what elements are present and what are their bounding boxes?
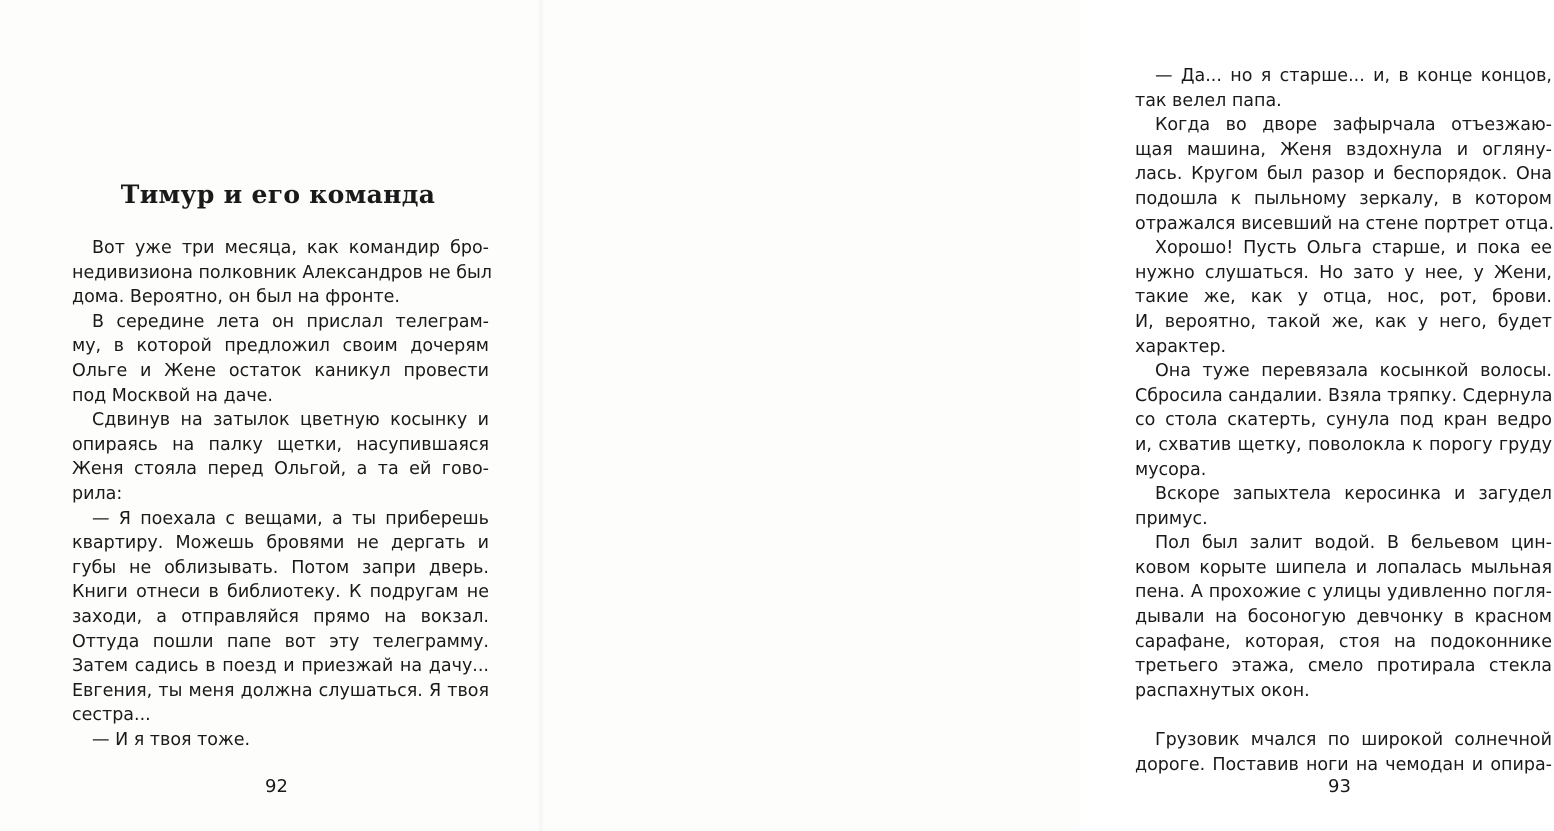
text-line: Вот уже три месяца, как командир бро-	[92, 238, 489, 258]
text-line: му, в которой предложил своим дочерям	[72, 336, 489, 357]
left-page-text	[72, 236, 492, 752]
text-line: Хорошо! Пусть Ольга старше, и пока ее	[1155, 238, 1552, 259]
text-line: Сбросила сандалии. Взяла тряпку. Сдернула	[1135, 385, 1553, 406]
text-line: нужно слушаться. Но зато у нее, у Жени,	[1135, 262, 1552, 283]
text-line: сарафане, которая, стоя на подоконнике	[1135, 631, 1552, 652]
text-line: пена. А прохожие с улицы удивленно погля-	[1135, 582, 1552, 603]
text-line: В середине лета он прислал телеграм-	[92, 311, 489, 332]
right-page-number: 93	[1328, 776, 1351, 797]
text-line: заходи, а отправляйся прямо на вокзал.	[72, 606, 489, 627]
right-page	[540, 0, 1554, 831]
text-line: дороге. Поставив ноги на чемодан и опира-	[1135, 754, 1552, 775]
text-line: ковом корыте шипела и лопалась мыльная	[1135, 557, 1552, 578]
text-line: так велел папа.	[1135, 90, 1282, 111]
left-page	[0, 0, 540, 831]
text-line: Затем садись в поезд и приезжай на дачу...	[72, 656, 489, 677]
text-line: губы не облизывать. Потом запри дверь.	[72, 557, 489, 578]
text-line: Оттуда пошли папе вот эту телеграмму.	[72, 631, 489, 652]
text-line: дома. Вероятно, он был на фронте.	[72, 287, 400, 308]
text-line: Когда во дворе зафырчала отъезжаю-	[1155, 115, 1552, 136]
text-line: лась. Кругом был разор и беспорядок. Она	[1135, 164, 1552, 185]
text-line: характер.	[1135, 336, 1227, 357]
text-line: — Я поехала с вещами, а ты приберешь	[92, 508, 489, 529]
text-line: сестра...	[72, 705, 151, 726]
text-line: Ольге и Жене остаток каникул провести	[72, 360, 489, 381]
text-line: недивизиона полковник Александров не был	[72, 262, 492, 283]
text-line: Книги отнеси в библиотеку. К подругам не	[72, 582, 489, 603]
text-line: подошла к пыльному зеркалу, в котором	[1135, 188, 1552, 209]
text-line: Пол был залит водой. В бельевом цин-	[1155, 533, 1552, 554]
text-line: Женя стояла перед Ольгой, а та ей гово-	[72, 459, 489, 480]
text-line: — Да... но я старше... и, в конце концов,	[1155, 66, 1552, 86]
text-line: И, вероятно, такой же, как у него, будет	[1135, 311, 1552, 332]
text-line: дывали на босоногую девчонку в красном	[1135, 607, 1552, 628]
text-line: третьего этажа, смело протирала стекла	[1135, 656, 1552, 677]
text-line: такие же, как у отца, нос, рот, брови.	[1135, 287, 1552, 308]
chapter-title: Тимур и его команда	[120, 180, 436, 209]
text-line: Грузовик мчался по широкой солнечной	[1155, 730, 1552, 751]
blank-line	[1135, 703, 1552, 728]
text-line: распахнутых окон.	[1135, 680, 1310, 701]
text-line: Сдвинув на затылок цветную косынку и	[92, 410, 489, 431]
text-line: мусора.	[1135, 459, 1207, 480]
right-page-text	[1135, 64, 1552, 777]
text-line: квартиру. Можешь бровями не дергать и	[72, 533, 489, 554]
text-line: опираясь на палку щетки, насупившаяся	[72, 434, 489, 455]
left-page-number: 92	[265, 776, 288, 797]
text-line: и, схватив щетку, поволокла к порогу груду	[1135, 434, 1552, 455]
text-line: примус.	[1135, 508, 1208, 529]
text-line: щая машина, Женя вздохнула и огляну-	[1135, 139, 1552, 160]
text-line: со стола скатерть, сунула под кран ведро	[1135, 410, 1552, 431]
text-line: Она туже перевязала косынкой волосы.	[1155, 361, 1552, 382]
text-line: рила:	[72, 483, 123, 504]
text-line: Вскоре запыхтела керосинка и загудел	[1155, 484, 1552, 505]
text-line: — И я твоя тоже.	[92, 729, 251, 750]
text-line: отражался висевший на стене портрет отца.	[1135, 213, 1554, 234]
text-line: под Москвой на даче.	[72, 385, 273, 406]
text-line: Евгения, ты меня должна слушаться. Я твоя	[72, 680, 489, 701]
